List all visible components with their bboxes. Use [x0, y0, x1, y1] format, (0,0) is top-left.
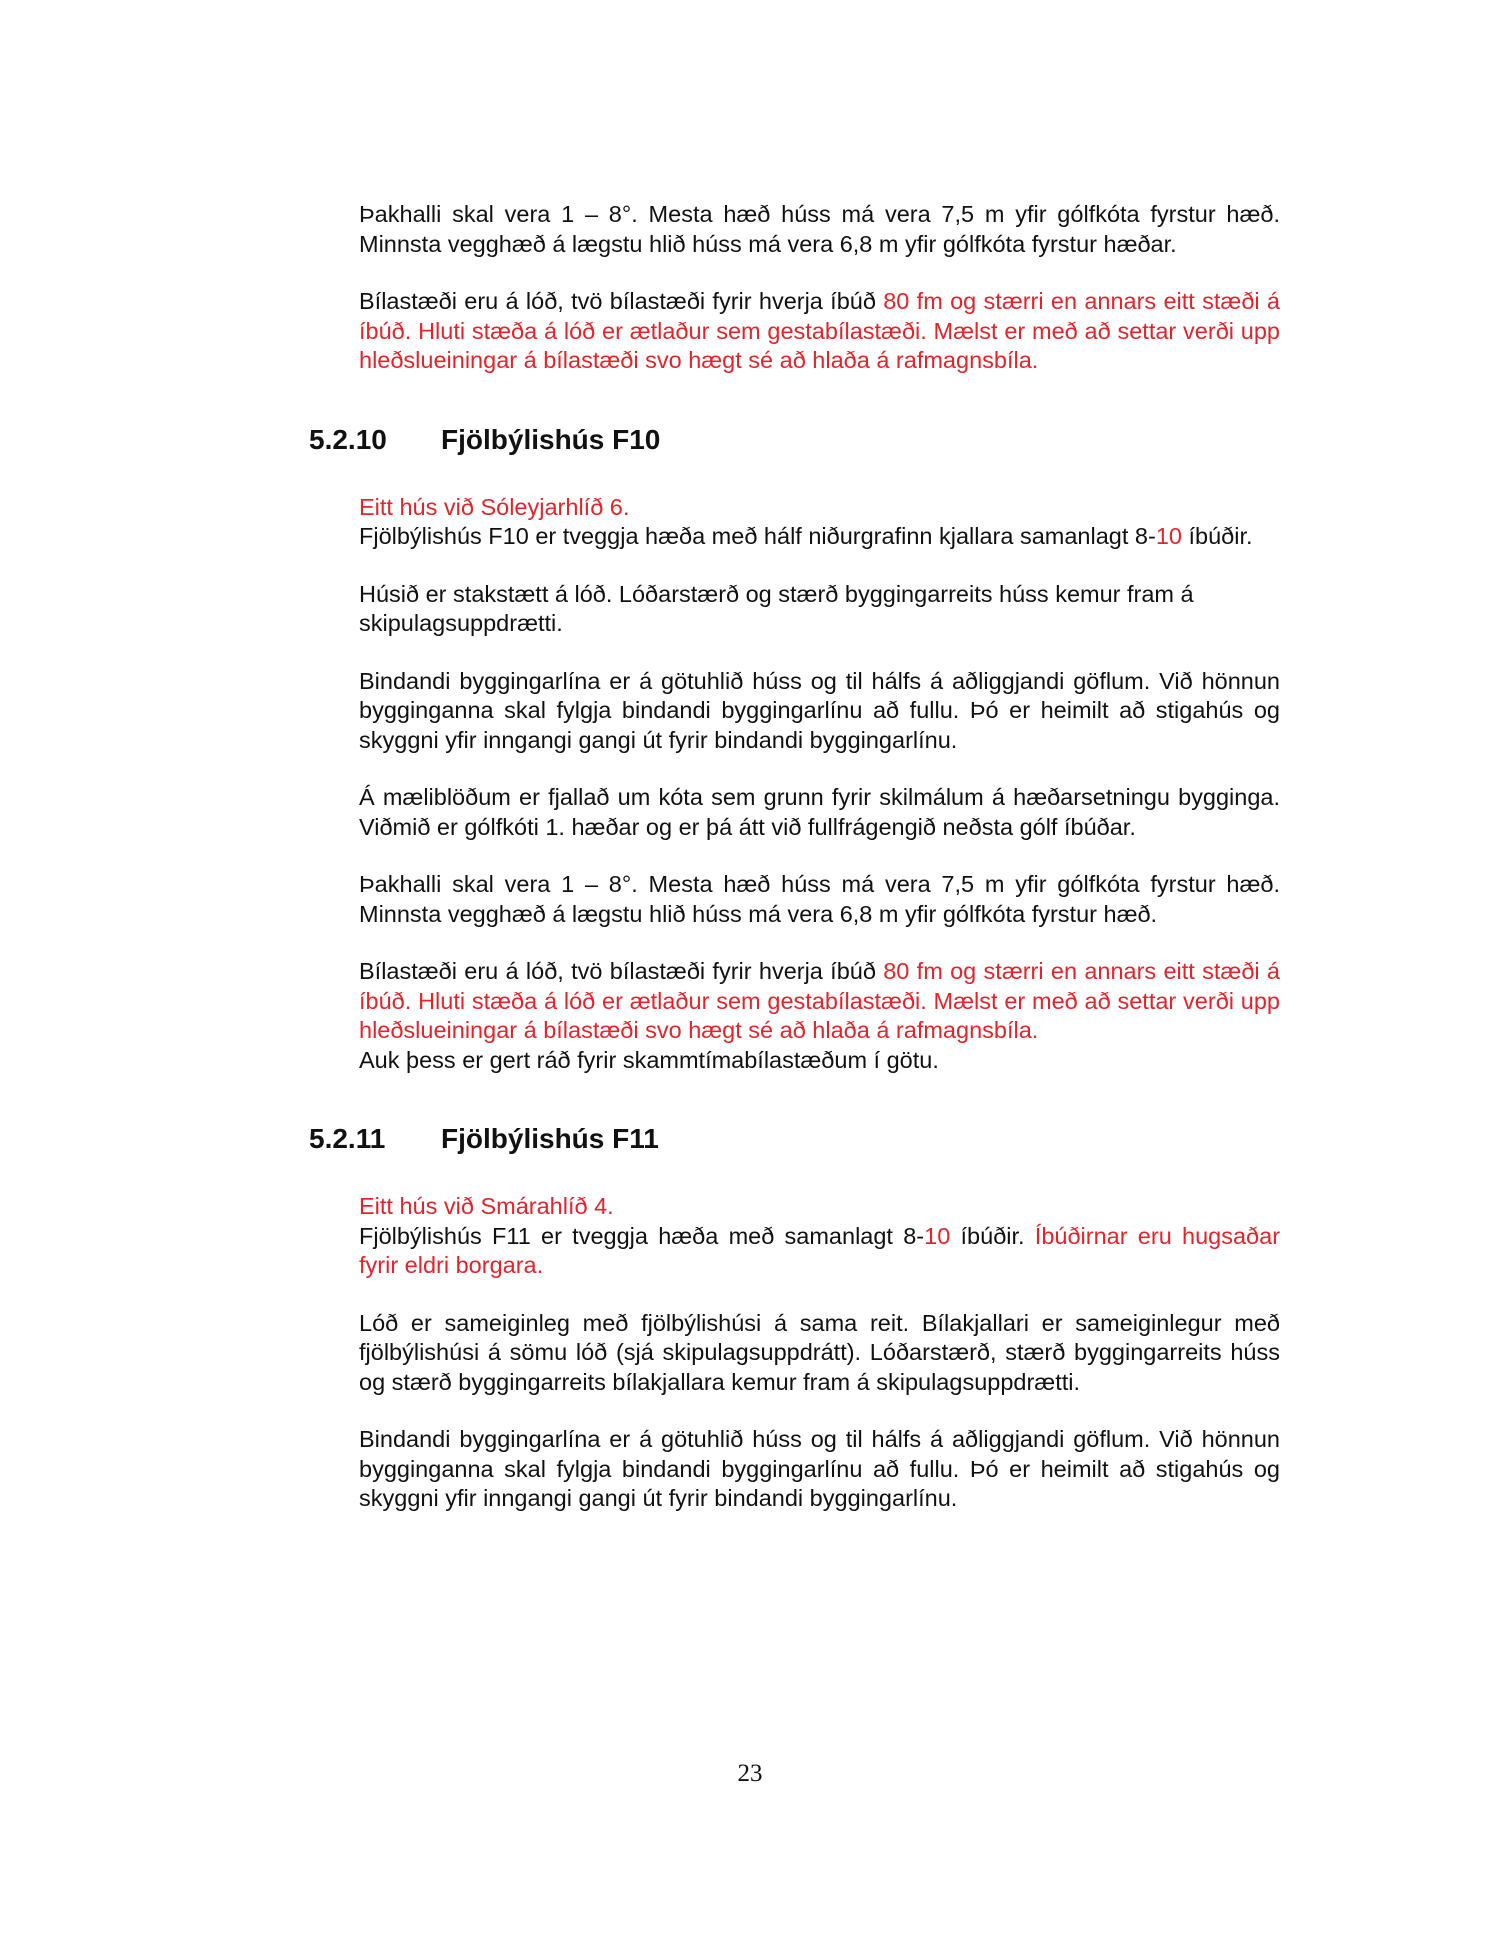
- f11-location: Eitt hús við Smárahlíð 4.: [359, 1193, 614, 1219]
- f10-roof-paragraph: Þakhalli skal vera 1 – 8°. Mesta hæð húss má vera 7,5 m yfir gólfkóta fyrstur hæð. Minnsta vegghæð á lægstu hlið húss má vera 6,8 m yfir gólfkóta fyrstur hæð.: [359, 871, 1280, 927]
- section-heading-f10: [309, 422, 1280, 458]
- f10-desc-text: Fjölbýlishús F10 er tveggja hæða með hálf niðurgrafinn kjallara samanlagt 8-: [359, 523, 1156, 549]
- f10-parking-text: Bílastæði eru á lóð, tvö bílastæði fyrir hverja íbúð: [359, 958, 884, 984]
- f10-parking-paragraph: [359, 957, 1280, 1075]
- f10-building-line-paragraph: Bindandi byggingarlína er á götuhlið húss og til hálfs á aðliggjandi göflum. Við hönnun bygginganna skal fylgja bindandi byggingarlínu að fullu. Þó er heimilt að stigahús og skyggni yfir inngangi gangi út fyrir bindandi byggingarlínu.: [359, 667, 1280, 753]
- section-heading-f11: [309, 1121, 1280, 1157]
- f11-desc-highlight-2: Íbúðirnar eru hugsaðar fyrir eldri borgara.: [359, 1222, 1281, 1278]
- section-number: 5.2.11: [309, 1123, 386, 1154]
- f11-desc-text: Fjölbýlishús F11 er tveggja hæða með samanlagt 8-: [359, 1222, 925, 1249]
- f10-lot-paragraph: Húsið er stakstætt á lóð. Lóðarstærð og stærð byggingarreits húss kemur fram á skipulagsuppdrætti.: [359, 580, 1194, 636]
- page-number-text: 23: [737, 1760, 763, 1787]
- page-number: [0, 1760, 1500, 1788]
- f11-description-paragraph: [359, 1192, 1280, 1281]
- section-title: Fjölbýlishús F10: [441, 423, 661, 455]
- page-content: [309, 200, 1281, 1542]
- section-title: Fjölbýlishús F11: [441, 1123, 659, 1154]
- roof-paragraph: Þakhalli skal vera 1 – 8°. Mesta hæð húss má vera 7,5 m yfir gólfkóta fyrstur hæð. Minnsta vegghæð á lægstu hlið húss má vera 6,8 m yfir gólfkóta fyrstur hæðar.: [359, 201, 1280, 257]
- f10-desc-tail: íbúðir.: [1181, 523, 1253, 549]
- parking-highlight: 80 fm og stærri en annars eitt stæði á íbúð. Hluti stæða á lóð er ætlaður sem gestabílastæði. Mælst er með að settar verði upp hleðslueiningar á bílastæði svo hægt sé að hlaða á rafmagnsbíla.: [359, 288, 1280, 373]
- f10-measure-paragraph: Á mæliblöðum er fjallað um kóta sem grunn fyrir skilmálum á hæðarsetningu bygginga. Viðmið er gólfkóti 1. hæðar og er þá átt við fullfrágengið neðsta gólf íbúðar.: [359, 784, 1280, 840]
- f10-parking-highlight: 80 fm og stærri en annars eitt stæði á íbúð. Hluti stæða á lóð er ætlaður sem gestabílastæði. Mælst er með að settar verði upp hleðslueiningar á bílastæði svo hægt sé að hlaða á rafmagnsbíla.: [359, 958, 1280, 1043]
- f10-location: Eitt hús við Sóleyjarhlíð 6.: [359, 493, 630, 520]
- f11-desc-highlight: 10: [924, 1222, 951, 1249]
- parking-text: Bílastæði eru á lóð, tvö bílastæði fyrir hverja íbúð: [359, 288, 884, 314]
- section-number: 5.2.10: [309, 423, 387, 455]
- f11-building-line-paragraph: Bindandi byggingarlína er á götuhlið húss og til hálfs á aðliggjandi göflum. Við hönnun bygginganna skal fylgja bindandi byggingarlínu að fullu. Þó er heimilt að stigahús og skyggni yfir inngangi gangi út fyrir bindandi byggingarlínu.: [359, 1426, 1280, 1511]
- f11-lot-paragraph: Lóð er sameiginleg með fjölbýlishúsi á sama reit. Bílakjallari er sameiginlegur með fjölbýlishúsi á sömu lóð (sjá skipulagsuppdrátt). Lóðarstærð, stærð byggingarreits húss og stærð byggingarreits bílakjallara kemur fram á skipulagsuppdrætti.: [359, 1309, 1280, 1395]
- parking-paragraph: [359, 287, 1280, 376]
- f10-desc-highlight: 10: [1155, 523, 1182, 549]
- f11-desc-mid: íbúðir.: [950, 1222, 1035, 1249]
- f10-parking-tail: Auk þess er gert ráð fyrir skammtímabílastæðum í götu.: [359, 1046, 939, 1073]
- f10-description-paragraph: [359, 493, 1280, 552]
